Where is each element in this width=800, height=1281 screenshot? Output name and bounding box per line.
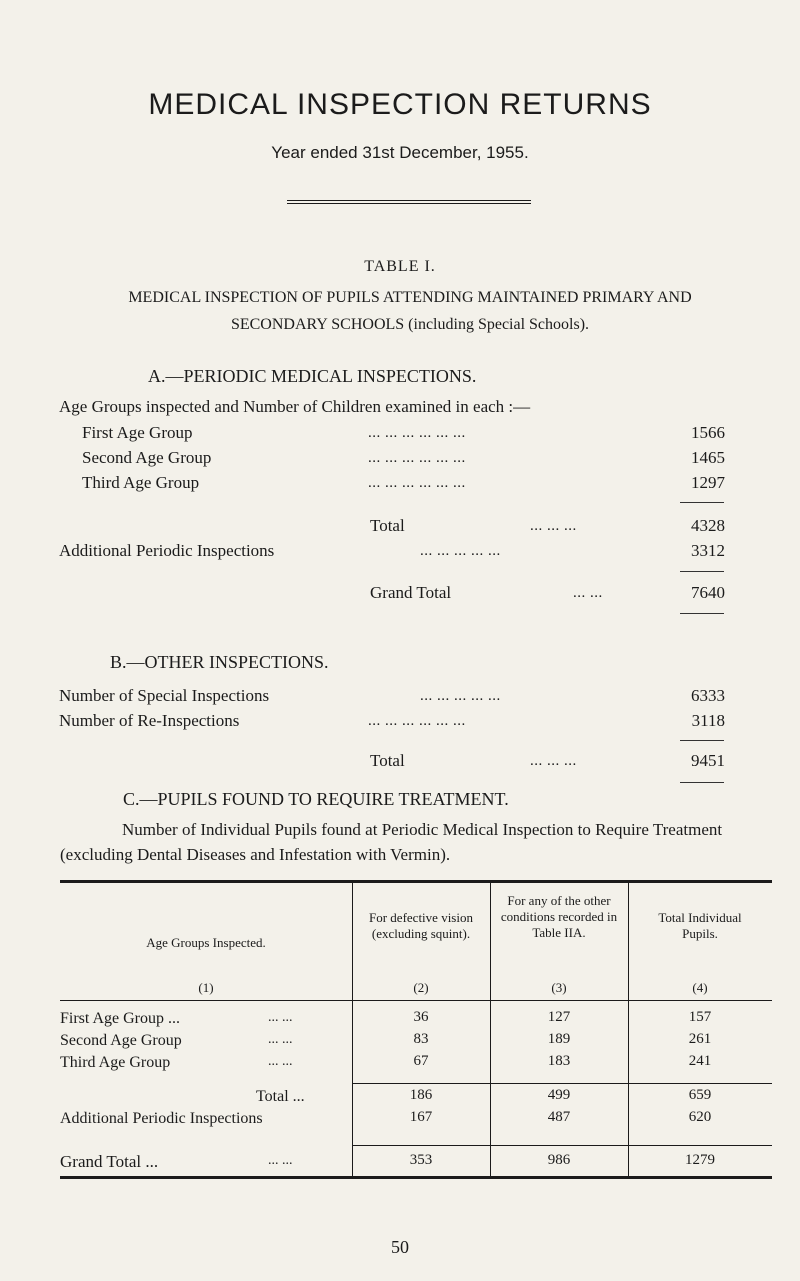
- leader-dots: ... ... ... ... ... ...: [368, 425, 466, 441]
- table-col-divider: [628, 883, 629, 1176]
- page-number: 50: [391, 1237, 409, 1257]
- table-cell: 1279: [685, 1152, 715, 1168]
- table-col-divider: [490, 883, 491, 1176]
- table-cell: 261: [688, 1031, 712, 1047]
- section-a-additional-value: 3312: [691, 541, 725, 560]
- header-divider-bottom: [287, 203, 531, 204]
- leader-dots: ... ...: [573, 585, 603, 601]
- table-cell: 353: [409, 1152, 433, 1168]
- table-bottom-rule: [60, 1176, 772, 1179]
- table-row-label: Grand Total ...: [60, 1152, 159, 1171]
- total-rule: [680, 782, 724, 783]
- table-cell: 499: [547, 1087, 571, 1103]
- table-cell: 986: [547, 1152, 571, 1168]
- column-header: For defective vision (excluding squint).: [369, 910, 473, 941]
- column-header: For any of the other conditions recorded in Table IIA.: [500, 893, 618, 940]
- section-a-value: 1465: [691, 448, 725, 467]
- table-row-label: Third Age Group: [60, 1054, 171, 1071]
- page-subtitle: Year ended 31st December, 1955.: [271, 143, 529, 162]
- section-c-description: Number of Individual Pupils found at Periodic Medical Inspection to Require Treatment (excluding Dental Diseases and Infestation with Vermin).: [60, 820, 723, 864]
- table-cell: 127: [547, 1009, 571, 1025]
- section-b-row: Number of Re-Inspections: [59, 711, 240, 730]
- section-a-additional-label: Additional Periodic Inspections: [59, 541, 275, 560]
- section-b-total-label: Total: [370, 751, 405, 770]
- subtotal-rule: [680, 502, 724, 503]
- table-grand-rule: [352, 1145, 772, 1146]
- section-a-row: Second Age Group: [82, 448, 212, 467]
- column-number: (1): [198, 980, 214, 995]
- table-heading: TABLE I.: [364, 258, 436, 275]
- section-a-heading: A.—PERIODIC MEDICAL INSPECTIONS.: [148, 366, 477, 386]
- table-cell: 157: [688, 1009, 712, 1025]
- table-header-rule: [60, 1000, 772, 1001]
- section-b-heading: B.—OTHER INSPECTIONS.: [110, 652, 329, 672]
- leader-dots: ... ... ... ... ...: [420, 688, 501, 704]
- leader-dots: ... ... ... ... ... ...: [368, 713, 466, 729]
- table-cell: 167: [409, 1109, 433, 1125]
- table-row-label: Additional Periodic Inspections: [60, 1110, 263, 1127]
- table-col-divider: [352, 883, 353, 1176]
- table-total-rule: [352, 1083, 772, 1084]
- table-cell: 620: [688, 1109, 712, 1125]
- table-cell: 186: [409, 1087, 433, 1103]
- leader-dots: ... ... ...: [530, 518, 577, 534]
- table-cell: 36: [413, 1009, 429, 1025]
- section-b-value: 6333: [691, 686, 725, 705]
- column-header: Age Groups Inspected.: [146, 935, 266, 950]
- leader-dots: ... ...: [268, 1010, 293, 1025]
- table-row-label: Second Age Group: [60, 1032, 182, 1049]
- total-rule: [680, 613, 724, 614]
- table-row-label: First Age Group ...: [60, 1010, 180, 1027]
- section-b-value: 3118: [691, 711, 725, 730]
- table-top-rule: [60, 880, 772, 883]
- section-a-total-value: 4328: [691, 516, 725, 535]
- leader-dots: ... ... ... ... ...: [420, 543, 501, 559]
- section-b-total-value: 9451: [691, 751, 725, 770]
- table-cell: 83: [413, 1031, 429, 1047]
- table-cell: 189: [547, 1031, 571, 1047]
- column-header: Total Individual Pupils.: [658, 910, 742, 941]
- section-a-grand-total-value: 7640: [691, 583, 725, 602]
- header-divider-top: [287, 200, 531, 201]
- leader-dots: ... ...: [268, 1153, 293, 1168]
- section-a-value: 1566: [691, 423, 725, 442]
- section-c-heading: C.—PUPILS FOUND TO REQUIRE TREATMENT.: [123, 789, 509, 809]
- subtotal-rule: [680, 740, 724, 741]
- section-b-row: Number of Special Inspections: [59, 686, 270, 705]
- table-cell: 67: [413, 1053, 429, 1069]
- table-cell: 659: [688, 1087, 712, 1103]
- leader-dots: ... ... ... ... ... ...: [368, 475, 466, 491]
- column-number: (2): [413, 980, 429, 995]
- table-row-label: Total ...: [256, 1088, 305, 1105]
- table-cell: 487: [547, 1109, 571, 1125]
- table-description: MEDICAL INSPECTION OF PUPILS ATTENDING MAINTAINED PRIMARY AND SECONDARY SCHOOLS (including Special Schools).: [128, 289, 692, 333]
- section-a-row: First Age Group: [82, 423, 193, 442]
- leader-dots: ... ...: [268, 1032, 293, 1047]
- column-number: (3): [551, 980, 567, 995]
- table-cell: 183: [547, 1053, 571, 1069]
- section-a-intro: Age Groups inspected and Number of Children examined in each :—: [59, 397, 531, 416]
- section-a-grand-total-label: Grand Total: [370, 583, 452, 602]
- section-a-total-label: Total: [370, 516, 405, 535]
- subtotal-rule: [680, 571, 724, 572]
- leader-dots: ... ...: [268, 1054, 293, 1069]
- section-a-value: 1297: [691, 473, 725, 492]
- column-number: (4): [692, 980, 708, 995]
- leader-dots: ... ... ...: [530, 753, 577, 769]
- page-title: MEDICAL INSPECTION RETURNS: [148, 88, 652, 121]
- section-a-row: Third Age Group: [82, 473, 200, 492]
- leader-dots: ... ... ... ... ... ...: [368, 450, 466, 466]
- table-cell: 241: [688, 1053, 712, 1069]
